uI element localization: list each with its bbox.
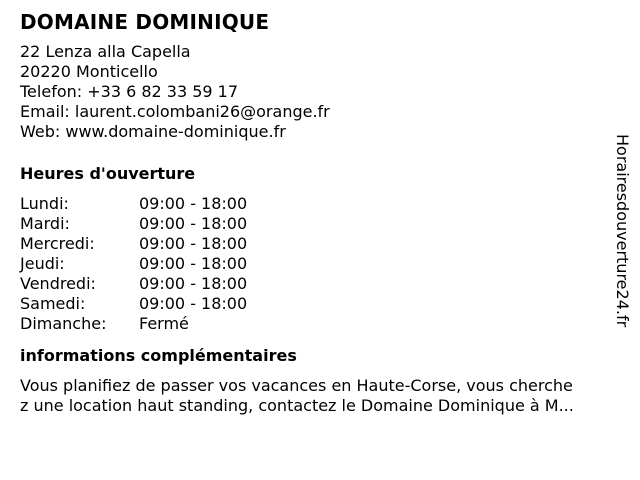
additional-info-line-1: Vous planifiez de passer vos vacances en Haute-Corse, vous cherche <box>20 376 573 395</box>
day-hours: 09:00 - 18:00 <box>139 254 248 273</box>
day-label: Mercredi: <box>20 234 95 253</box>
hours-row-jeudi <box>20 254 610 274</box>
opening-hours-title: Heures d'ouverture <box>20 164 196 183</box>
email-text: Email: laurent.colombani26@orange.fr <box>20 102 330 121</box>
hours-row-vendredi <box>20 274 610 294</box>
day-hours: Fermé <box>139 314 189 333</box>
day-label: Mardi: <box>20 214 70 233</box>
address-line-1: 22 Lenza alla Capella <box>20 42 191 61</box>
day-label: Jeudi: <box>20 254 65 273</box>
additional-info-text <box>20 376 610 416</box>
phone-text: Telefon: +33 6 82 33 59 17 <box>20 82 239 101</box>
day-hours: 09:00 - 18:00 <box>139 274 248 293</box>
address-line-2: 20220 Monticello <box>20 62 158 81</box>
day-label: Vendredi: <box>20 274 96 293</box>
day-label: Lundi: <box>20 194 69 213</box>
day-label: Samedi: <box>20 294 86 313</box>
additional-info-title: informations complémentaires <box>20 346 297 365</box>
business-card <box>20 10 610 416</box>
hours-row-lundi <box>20 194 610 214</box>
watermark-text: Horairesdouverture24.fr <box>613 134 632 328</box>
day-hours: 09:00 - 18:00 <box>139 194 248 213</box>
day-hours: 09:00 - 18:00 <box>139 214 248 233</box>
additional-info-line-2: z une location haut standing, contactez le Domaine Dominique à M... <box>20 396 574 415</box>
day-hours: 09:00 - 18:00 <box>139 294 248 313</box>
website-text: Web: www.domaine-dominique.fr <box>20 122 286 141</box>
opening-hours-list <box>20 194 610 334</box>
hours-row-dimanche <box>20 314 610 334</box>
hours-row-mercredi <box>20 234 610 254</box>
day-label: Dimanche: <box>20 314 107 333</box>
hours-row-mardi <box>20 214 610 234</box>
day-hours: 09:00 - 18:00 <box>139 234 248 253</box>
business-name: DOMAINE DOMINIQUE <box>20 10 270 34</box>
hours-row-samedi <box>20 294 610 314</box>
